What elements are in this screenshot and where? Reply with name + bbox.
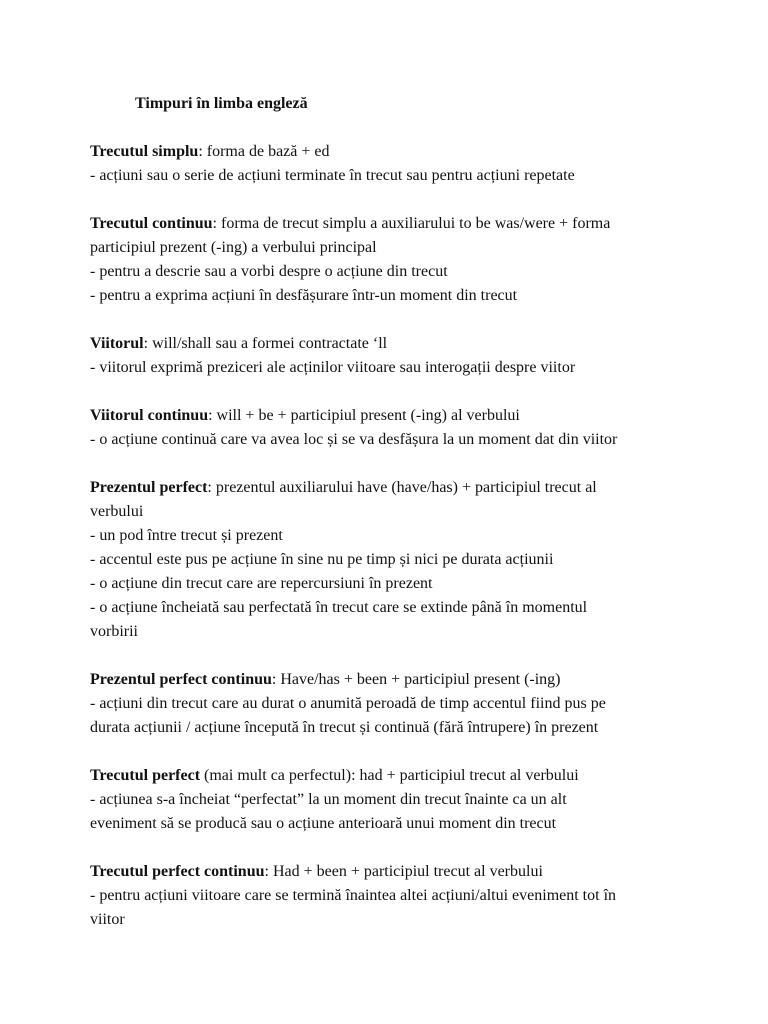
usage-line: - accentul este pus pe acțiune în sine nu pe timp și nici pe durata acțiunii: [90, 551, 554, 568]
usage-line: - pentru a exprima acțiuni în desfășurare într-un moment din trecut: [90, 287, 518, 304]
tense-section: [90, 332, 690, 380]
tense-formula: : Had + been + participiul trecut al verbului: [264, 863, 543, 880]
usage-line: viitor: [90, 911, 125, 928]
tense-section: [90, 212, 690, 308]
tense-name: Trecutul perfect: [90, 767, 201, 784]
section-heading-line: [90, 668, 690, 692]
tense-formula: : prezentul auxiliarului have (have/has) + participiul trecut al: [207, 479, 597, 496]
section-heading-line: [90, 764, 690, 788]
section-heading-line: [90, 140, 690, 164]
usage-line: durata acțiunii / acțiune începută în trecut și continuă (fără întrupere) în prezent: [90, 719, 599, 736]
tense-name: Trecutul simplu: [90, 143, 199, 160]
usage-line: eveniment să se producă sau o acțiune anterioară unui moment din trecut: [90, 815, 557, 832]
usage-line: - pentru acțiuni viitoare care se termină înaintea altei acțiuni/altui eveniment tot în: [90, 887, 617, 904]
section-heading-line: [90, 404, 690, 428]
usage-line: - viitorul exprimă preziceri ale acținilor viitoare sau interogații despre viitor: [90, 359, 576, 376]
tense-name: Viitorul continuu: [90, 407, 209, 424]
section-heading-line: [90, 212, 690, 236]
section-heading-line: [90, 476, 690, 500]
tense-name: Prezentul perfect continuu: [90, 671, 272, 688]
tense-section: [90, 668, 690, 740]
tense-section: [90, 404, 690, 452]
tense-formula-continuation: verbului: [90, 503, 144, 520]
tense-formula: : forma de trecut simplu a auxiliarului to be was/were + forma: [212, 215, 611, 232]
usage-line: - acțiuni sau o serie de acțiuni terminate în trecut sau pentru acțiuni repetate: [90, 167, 575, 184]
tense-name: Trecutul perfect continuu: [90, 863, 265, 880]
usage-line: - o acțiune încheiată sau perfectată în trecut care se extinde până în momentul: [90, 599, 588, 616]
usage-line: - un pod între trecut și prezent: [90, 527, 283, 544]
tense-formula: : forma de bază + ed: [198, 143, 330, 160]
section-heading-line: [90, 860, 690, 884]
tense-formula: : will + be + participiul present (-ing) al verbului: [208, 407, 520, 424]
tense-section: [90, 476, 690, 644]
tense-name: Viitorul: [90, 335, 144, 352]
tense-name: Prezentul perfect: [90, 479, 208, 496]
document-title: Timpuri în limba engleză: [135, 95, 308, 112]
tense-formula-continuation: participiul prezent (-ing) a verbului principal: [90, 239, 377, 256]
tense-name: Trecutul continuu: [90, 215, 213, 232]
usage-line: - pentru a descrie sau a vorbi despre o acțiune din trecut: [90, 263, 448, 280]
tense-formula: : Have/has + been + participiul present (-ing): [271, 671, 561, 688]
usage-line: - o acțiune continuă care va avea loc și se va desfășura la un moment dat din viitor: [90, 431, 618, 448]
tense-section: [90, 140, 690, 188]
tense-section: [90, 860, 690, 932]
tense-formula: (mai mult ca perfectul): had + participiul trecut al verbului: [200, 767, 579, 784]
usage-line: - acțiunea s-a încheiat “perfectat” la un moment din trecut înainte ca un alt: [90, 791, 567, 808]
usage-line: vorbirii: [90, 623, 138, 640]
usage-line: - o acțiune din trecut care are repercursiuni în prezent: [90, 575, 433, 592]
tense-section: [90, 764, 690, 836]
usage-line: - acțiuni din trecut care au durat o anumită peroadă de timp accentul fiind pus pe: [90, 695, 606, 712]
section-heading-line: [90, 332, 690, 356]
tense-formula: : will/shall sau a formei contractate ‘ll: [143, 335, 388, 352]
